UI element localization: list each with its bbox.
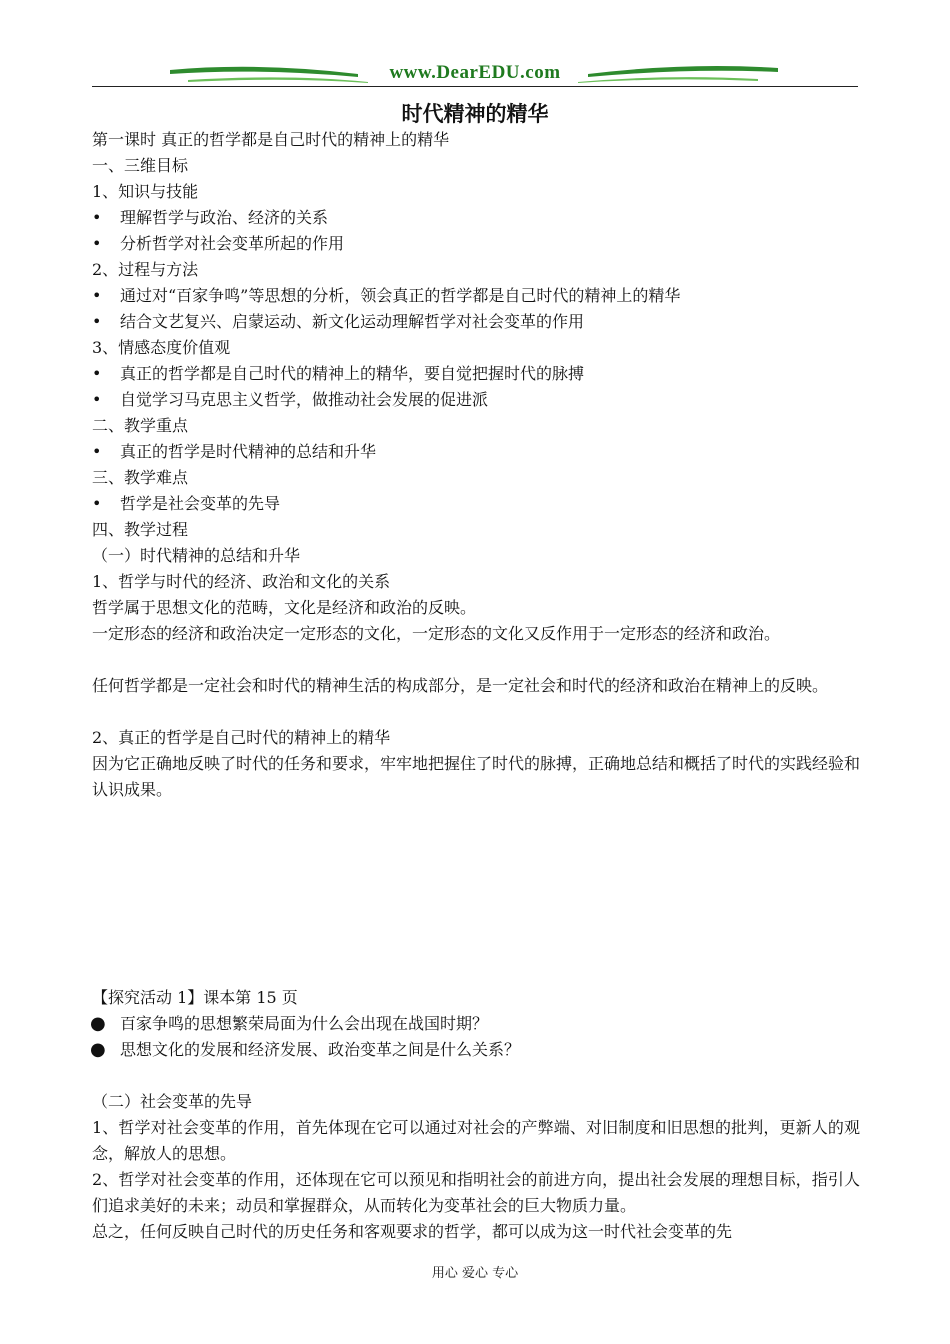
list-item: 哲学是社会变革的先导 <box>120 494 281 513</box>
bullet-icon: • <box>92 286 102 305</box>
subsection-heading: （一）时代精神的总结和升华 <box>92 546 301 565</box>
question-item: 思想文化的发展和经济发展、政治变革之间是什么关系？ <box>120 1040 521 1059</box>
header-rule <box>92 86 858 87</box>
focus-heading: 二、教学重点 <box>92 416 189 435</box>
bullet-icon: • <box>92 390 102 409</box>
bullet-icon: • <box>92 312 102 331</box>
list-item: 真正的哲学都是自己时代的精神上的精华，要自觉把握时代的脉搏 <box>120 364 585 383</box>
paragraph: 任何哲学都是一定社会和时代的精神生活的构成部分，是一定社会和时代的经济和政治在精神上的反映。 <box>92 676 829 695</box>
knowledge-heading: 1、知识与技能 <box>92 182 199 201</box>
paragraph: 因为它正确地反映了时代的任务和要求，牢牢地把握住了时代的脉搏，正确地总结和概括了时代的实践经验和认识成果。 <box>92 754 861 799</box>
page-footer: 用心 爱心 专心 <box>431 1266 519 1281</box>
question-item: 百家争鸣的思想繁荣局面为什么会出现在战国时期？ <box>120 1014 489 1033</box>
bullet-icon: • <box>92 494 102 513</box>
lesson-heading: 第一课时 真正的哲学都是自己时代的精神上的精华 <box>92 130 450 149</box>
paragraph: 2、哲学对社会变革的作用，还体现在它可以预见和指明社会的前进方向，提出社会发展的理想目标，指引人们追求美好的未来；动员和掌握群众，从而转化为变革社会的巨大物质力量。 <box>92 1170 860 1215</box>
list-item: 真正的哲学是时代精神的总结和升华 <box>120 442 377 461</box>
activity-heading: 【探究活动 1】课本第 15 页 <box>92 988 298 1007</box>
paragraph: 1、哲学对社会变革的作用，首先体现在它可以通过对社会的产弊端、对旧制度和旧思想的批判，更新人的观念，解放人的思想。 <box>92 1118 860 1163</box>
point-heading: 1、哲学与时代的经济、政治和文化的关系 <box>92 572 391 591</box>
list-item: 结合文艺复兴、启蒙运动、新文化运动理解哲学对社会变革的作用 <box>120 312 585 331</box>
process-heading: 四、教学过程 <box>92 520 189 539</box>
paragraph: 一定形态的经济和政治决定一定形态的文化，一定形态的文化又反作用于一定形态的经济和政治。 <box>92 624 781 643</box>
bullet-icon: • <box>92 234 102 253</box>
paragraph: 总之，任何反映自己时代的历史任务和客观要求的哲学，都可以成为这一时代社会变革的先 <box>92 1222 733 1241</box>
header-logo-text[interactable]: www.DearEDU.com <box>389 62 561 83</box>
process-method-heading: 2、过程与方法 <box>92 260 199 279</box>
list-item: 自觉学习马克思主义哲学，做推动社会发展的促进派 <box>120 390 489 409</box>
list-item: 理解哲学与政治、经济的关系 <box>120 208 329 227</box>
bullet-icon: • <box>92 364 102 383</box>
bullet-dot-icon: ● <box>90 1039 106 1060</box>
bullet-icon: • <box>92 442 102 461</box>
bullet-dot-icon: ● <box>90 1013 106 1034</box>
emotion-heading: 3、情感态度价值观 <box>92 338 231 357</box>
point-heading: 2、真正的哲学是自己时代的精神上的精华 <box>92 728 391 747</box>
page-title: 时代精神的精华 <box>401 102 549 126</box>
goals-heading: 一、三维目标 <box>92 156 189 175</box>
bullet-icon: • <box>92 208 102 227</box>
paragraph: 哲学属于思想文化的范畴，文化是经济和政治的反映。 <box>92 598 477 617</box>
difficulty-heading: 三、教学难点 <box>92 468 189 487</box>
subsection-heading: （二）社会变革的先导 <box>92 1092 253 1111</box>
list-item: 通过对“百家争鸣”等思想的分析，领会真正的哲学都是自己时代的精神上的精华 <box>120 286 681 305</box>
list-item: 分析哲学对社会变革所起的作用 <box>120 234 345 253</box>
